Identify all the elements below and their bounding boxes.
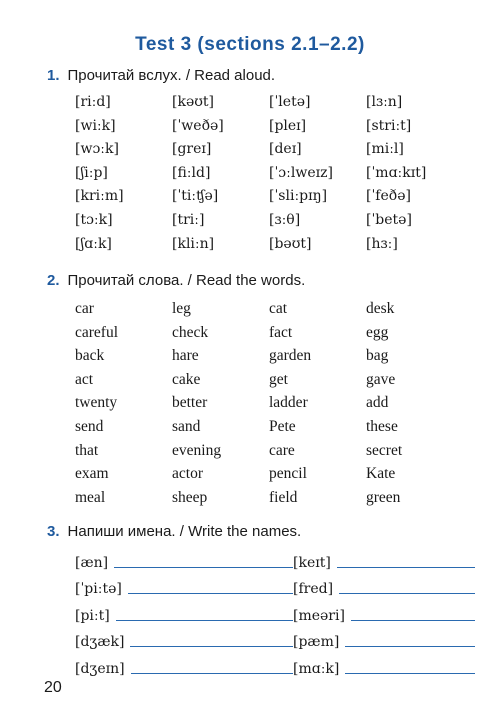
name-item <box>293 572 475 599</box>
section-3-heading <box>47 523 301 540</box>
word-cell: add <box>366 394 389 412</box>
words-grid <box>75 297 495 509</box>
word-cell: exam <box>75 465 109 483</box>
transcription-cell: [miːl] <box>366 141 404 158</box>
name-transcription: [fred] <box>293 581 334 597</box>
section-3-number: 3. <box>47 523 60 540</box>
name-item <box>293 625 475 652</box>
transcription-cell: [lɜːn] <box>366 94 403 110</box>
section-1-heading <box>47 67 275 84</box>
word-cell: fact <box>269 323 293 341</box>
transcription-cell: [tɔːk] <box>75 211 113 228</box>
transcription-cell: [kliːn] <box>172 235 215 252</box>
transcription-cell: [ˈbetə] <box>366 211 412 228</box>
word-cell: twenty <box>75 394 118 412</box>
word-cell: actor <box>172 465 203 483</box>
word-cell: back <box>75 347 105 365</box>
name-transcription: [æn] <box>75 554 109 571</box>
word-cell: car <box>75 300 94 317</box>
transcription-cell: [fiːld] <box>172 164 211 181</box>
word-cell: better <box>172 394 208 412</box>
word-cell: desk <box>366 300 395 317</box>
transcription-cell: [ˈsliːpɪŋ] <box>269 188 328 205</box>
transcription-cell: [kəʊt] <box>172 94 214 110</box>
name-transcription: [mɑːk] <box>293 660 340 677</box>
transcription-cell: [ɜːθ] <box>269 211 301 228</box>
transcription-cell: [striːt] <box>366 117 412 134</box>
section-2-instruction: Прочитай слова. / Read the words. <box>67 272 306 289</box>
page-number: 20 <box>44 679 62 696</box>
transcription-cell: [ˈfeðə] <box>366 188 411 205</box>
transcription-cell: [ˈtiːʧə] <box>172 188 219 205</box>
name-transcription: [dʒæk] <box>75 634 125 650</box>
name-item <box>293 651 475 678</box>
transcription-cell: [ˈmɑːkɪt] <box>366 164 427 181</box>
transcription-cell: [greɪ] <box>172 141 212 158</box>
transcription-cell: [triː] <box>172 211 205 228</box>
name-item <box>75 625 293 652</box>
word-cell: field <box>269 488 298 506</box>
transcription-cell: [wɔːk] <box>75 141 119 158</box>
name-item <box>75 545 293 572</box>
transcription-cell: [ˈletə] <box>269 94 311 110</box>
name-item <box>75 598 293 625</box>
name-transcription: [meəri] <box>293 607 345 624</box>
word-cell: ladder <box>269 394 308 412</box>
name-transcription: [ˈpiːtə] <box>75 581 122 597</box>
transcription-cell: [riːd] <box>75 94 111 110</box>
transcription-cell: [deɪ] <box>269 141 302 158</box>
word-cell: green <box>366 488 401 506</box>
word-cell: care <box>269 441 295 459</box>
transcription-cell: [hɜː] <box>366 235 398 252</box>
answer-line[interactable] <box>128 593 293 594</box>
word-cell: egg <box>366 323 389 341</box>
word-cell: cake <box>172 370 201 388</box>
word-cell: careful <box>75 323 119 341</box>
test-title: Test 3 (sections 2.1–2.2) <box>135 34 365 55</box>
word-cell: these <box>366 417 398 435</box>
transcription-cell: [ʃɑːk] <box>75 235 112 252</box>
name-transcription: [piːt] <box>75 607 110 624</box>
word-cell: that <box>75 441 99 459</box>
transcription-cell: [bəʊt] <box>269 235 312 252</box>
name-transcription: [dʒeɪn] <box>75 660 125 677</box>
word-cell: send <box>75 417 104 435</box>
section-2-heading <box>47 272 305 289</box>
word-cell: cat <box>269 300 288 317</box>
transcription-grid <box>75 91 495 256</box>
transcription-cell: [ˈweðə] <box>172 117 224 134</box>
transcription-cell: [kriːm] <box>75 188 124 205</box>
names-writing-area <box>75 545 475 678</box>
word-cell: leg <box>172 300 191 317</box>
word-cell: evening <box>172 441 222 459</box>
word-cell: Kate <box>366 465 396 483</box>
transcription-cell: [wiːk] <box>75 117 116 134</box>
word-cell: meal <box>75 488 106 506</box>
word-cell: Pete <box>269 417 296 435</box>
answer-line[interactable] <box>345 673 475 674</box>
transcription-cell: [ʃiːp] <box>75 164 108 181</box>
transcription-cell: [pleɪ] <box>269 117 307 134</box>
name-item <box>293 598 475 625</box>
word-cell: hare <box>172 347 199 365</box>
word-cell: secret <box>366 441 403 459</box>
name-item <box>75 651 293 678</box>
word-cell: act <box>75 370 94 388</box>
name-transcription: [pæm] <box>293 634 340 650</box>
transcription-cell: [ˈɔːlweɪz] <box>269 164 333 181</box>
word-cell: sand <box>172 417 201 435</box>
name-item <box>293 545 475 572</box>
answer-line[interactable] <box>345 646 475 647</box>
answer-line[interactable] <box>339 593 475 594</box>
section-1-number: 1. <box>47 67 60 84</box>
answer-line[interactable] <box>130 646 293 647</box>
word-cell: pencil <box>269 465 307 483</box>
answer-line[interactable] <box>131 673 293 674</box>
answer-line[interactable] <box>351 620 475 621</box>
word-cell: bag <box>366 347 389 365</box>
section-3-instruction: Напиши имена. / Write the names. <box>67 523 302 540</box>
answer-line[interactable] <box>337 567 475 568</box>
section-2-number: 2. <box>47 272 60 289</box>
answer-line[interactable] <box>116 620 293 621</box>
word-cell: sheep <box>172 488 208 506</box>
answer-line[interactable] <box>114 567 293 568</box>
word-cell: get <box>269 370 288 388</box>
name-transcription: [keɪt] <box>293 554 331 571</box>
name-item <box>75 572 293 599</box>
word-cell: check <box>172 323 209 341</box>
word-cell: garden <box>269 347 312 365</box>
section-1-instruction: Прочитай вслух. / Read aloud. <box>67 67 276 84</box>
word-cell: gave <box>366 370 396 388</box>
